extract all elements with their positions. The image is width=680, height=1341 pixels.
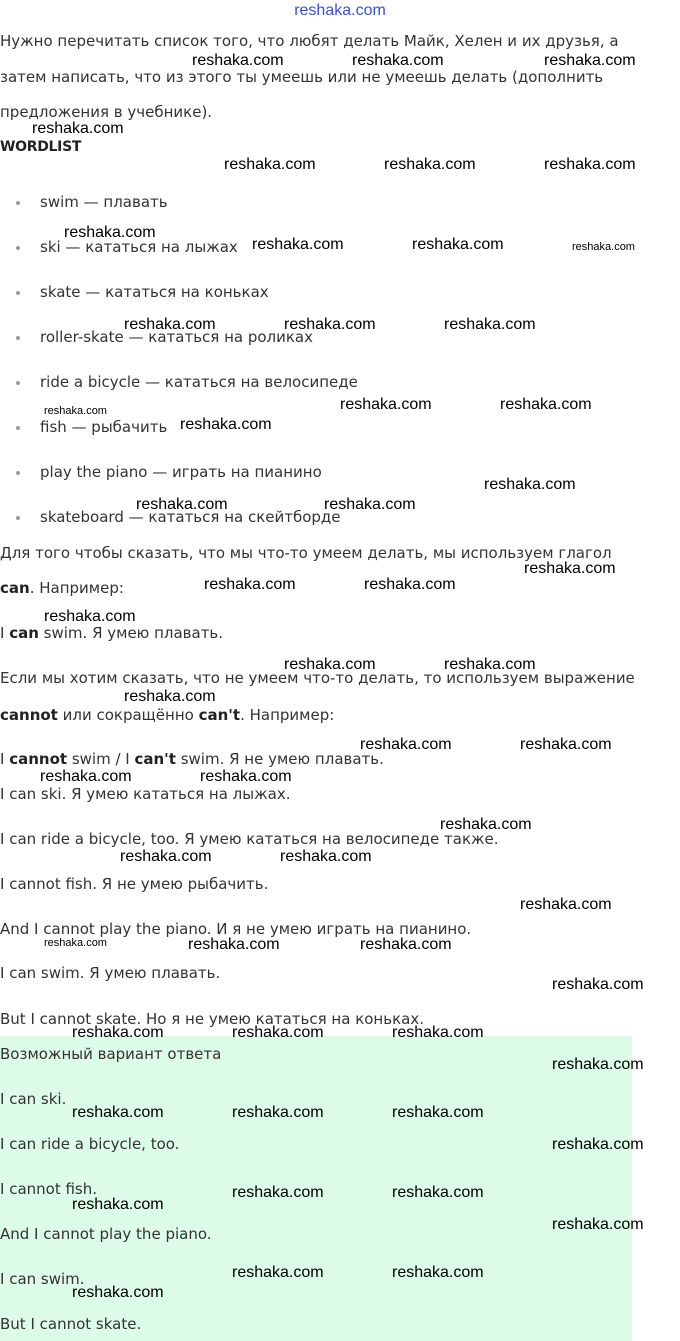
cannot-explanation-line-1: Если мы хотим сказать, что не умеем что-то делать, то используем выражение: [0, 669, 635, 687]
watermark: reshaka.com: [72, 1024, 164, 1041]
watermark: reshaka.com: [64, 224, 156, 241]
watermark: reshaka.com: [284, 656, 376, 673]
example-line: I can ride a bicycle, too. Я умею кататься на велосипеде также.: [0, 830, 499, 848]
watermark: reshaka.com: [180, 416, 272, 433]
intro-line-3: предложения в учебнике).: [0, 103, 213, 121]
example-can-swim: [0, 623, 223, 643]
wordlist-heading: WORDLIST: [0, 139, 82, 155]
wordlist-item: play the piano — играть на пианино: [40, 463, 322, 481]
answer-title: Возможный вариант ответа: [0, 1045, 222, 1063]
watermark: reshaka.com: [544, 52, 636, 69]
watermark: reshaka.com: [444, 316, 536, 333]
watermark: reshaka.com: [520, 736, 612, 753]
watermark: reshaka.com: [124, 688, 216, 705]
watermark: reshaka.com: [440, 816, 532, 833]
watermark: reshaka.com: [224, 156, 316, 173]
bullet-icon: [16, 291, 20, 295]
example-rest: swim. Я умею плавать.: [38, 624, 224, 642]
watermark: reshaka.com: [524, 560, 616, 577]
example-prefix: I: [0, 624, 10, 642]
watermark: reshaka.com: [72, 1196, 164, 1213]
cannot-mid-text: или сокращённо: [57, 706, 199, 724]
example-line: I can ski. Я умею кататься на лыжах.: [0, 785, 291, 803]
watermark: reshaka.com: [136, 496, 228, 513]
watermark: reshaka.com: [500, 396, 592, 413]
watermark: reshaka.com: [72, 1284, 164, 1301]
watermark: reshaka.com: [44, 405, 107, 417]
watermark: reshaka.com: [484, 476, 576, 493]
bullet-icon: [16, 201, 20, 205]
watermark: reshaka.com: [32, 120, 124, 137]
watermark: reshaka.com: [232, 1184, 324, 1201]
watermark: reshaka.com: [120, 848, 212, 865]
example-mid: swim / I: [67, 750, 135, 768]
example-prefix: I: [0, 750, 10, 768]
watermark: reshaka.com: [364, 576, 456, 593]
watermark: reshaka.com: [384, 156, 476, 173]
answer-line: I can ride a bicycle, too.: [0, 1135, 180, 1153]
example-rest: swim. Я не умею плавать.: [175, 750, 384, 768]
watermark: reshaka.com: [552, 976, 644, 993]
wordlist-item: fish — рыбачить: [40, 418, 168, 436]
watermark: reshaka.com: [284, 316, 376, 333]
cannot-keyword: cannot: [9, 750, 68, 768]
can-explanation-rest: . Например:: [29, 579, 124, 597]
can-explanation-line-2: [0, 578, 124, 598]
watermark: reshaka.com: [340, 396, 432, 413]
intro-line-1: Нужно перечитать список того, что любят делать Майк, Хелен и их друзья, а: [0, 32, 619, 50]
site-header-link[interactable]: reshaka.com: [294, 2, 386, 19]
watermark: reshaka.com: [360, 736, 452, 753]
watermark: reshaka.com: [44, 608, 136, 625]
watermark: reshaka.com: [124, 316, 216, 333]
bullet-icon: [16, 426, 20, 430]
can-explanation-line-1: Для того чтобы сказать, что мы что-то умеем делать, мы используем глагол: [0, 544, 612, 562]
watermark: reshaka.com: [552, 1056, 644, 1073]
intro-line-2: затем написать, что из этого ты умеешь или не умеешь делать (дополнить: [0, 68, 604, 86]
watermark: reshaka.com: [520, 896, 612, 913]
watermark: reshaka.com: [232, 1264, 324, 1281]
answer-line: I cannot fish.: [0, 1180, 98, 1198]
cant-keyword: can't: [198, 706, 241, 724]
watermark: reshaka.com: [392, 1264, 484, 1281]
example-line: But I cannot skate. Но я не умею кататься на коньках.: [0, 1010, 424, 1028]
answer-line: I can ski.: [0, 1090, 67, 1108]
bullet-icon: [16, 516, 20, 520]
watermark: reshaka.com: [552, 1136, 644, 1153]
answer-line: I can swim.: [0, 1270, 85, 1288]
can-keyword: can: [9, 624, 39, 642]
watermark: reshaka.com: [252, 236, 344, 253]
watermark: reshaka.com: [232, 1024, 324, 1041]
wordlist-item: skate — кататься на коньках: [40, 283, 269, 301]
watermark: reshaka.com: [188, 936, 280, 953]
watermark: reshaka.com: [544, 156, 636, 173]
wordlist-item: skateboard — кататься на скейтборде: [40, 508, 341, 526]
answer-line: But I cannot skate.: [0, 1315, 142, 1333]
example-line: I can swim. Я умею плавать.: [0, 964, 221, 982]
wordlist-item: swim — плавать: [40, 193, 168, 211]
watermark: reshaka.com: [392, 1104, 484, 1121]
watermark: reshaka.com: [412, 236, 504, 253]
watermark: reshaka.com: [392, 1184, 484, 1201]
bullet-icon: [16, 336, 20, 340]
watermark: reshaka.com: [44, 937, 107, 949]
cannot-keyword: cannot: [0, 706, 58, 724]
watermark: reshaka.com: [324, 496, 416, 513]
watermark: reshaka.com: [572, 241, 635, 253]
watermark: reshaka.com: [280, 848, 372, 865]
watermark: reshaka.com: [392, 1024, 484, 1041]
can-keyword: can: [0, 579, 30, 597]
bullet-icon: [16, 471, 20, 475]
cannot-explanation-line-2: [0, 705, 334, 725]
wordlist-item: ski — кататься на лыжах: [40, 238, 238, 256]
example-line: I cannot fish. Я не умею рыбачить.: [0, 875, 269, 893]
example-cannot-swim: [0, 749, 384, 769]
bullet-icon: [16, 381, 20, 385]
watermark: reshaka.com: [72, 1104, 164, 1121]
watermark: reshaka.com: [232, 1104, 324, 1121]
wordlist-item: ride a bicycle — кататься на велосипеде: [40, 373, 358, 391]
watermark: reshaka.com: [40, 768, 132, 785]
watermark: reshaka.com: [352, 52, 444, 69]
watermark: reshaka.com: [552, 1216, 644, 1233]
answer-line: And I cannot play the piano.: [0, 1225, 212, 1243]
watermark: reshaka.com: [360, 936, 452, 953]
watermark: reshaka.com: [200, 768, 292, 785]
bullet-icon: [16, 246, 20, 250]
wordlist-item: roller-skate — кататься на роликах: [40, 328, 314, 346]
example-line: And I cannot play the piano. И я не умею играть на пианино.: [0, 920, 472, 938]
watermark: reshaka.com: [444, 656, 536, 673]
watermark: reshaka.com: [204, 576, 296, 593]
watermark: reshaka.com: [192, 52, 284, 69]
cant-keyword: can't: [134, 750, 176, 768]
cannot-end-text: . Например:: [240, 706, 335, 724]
